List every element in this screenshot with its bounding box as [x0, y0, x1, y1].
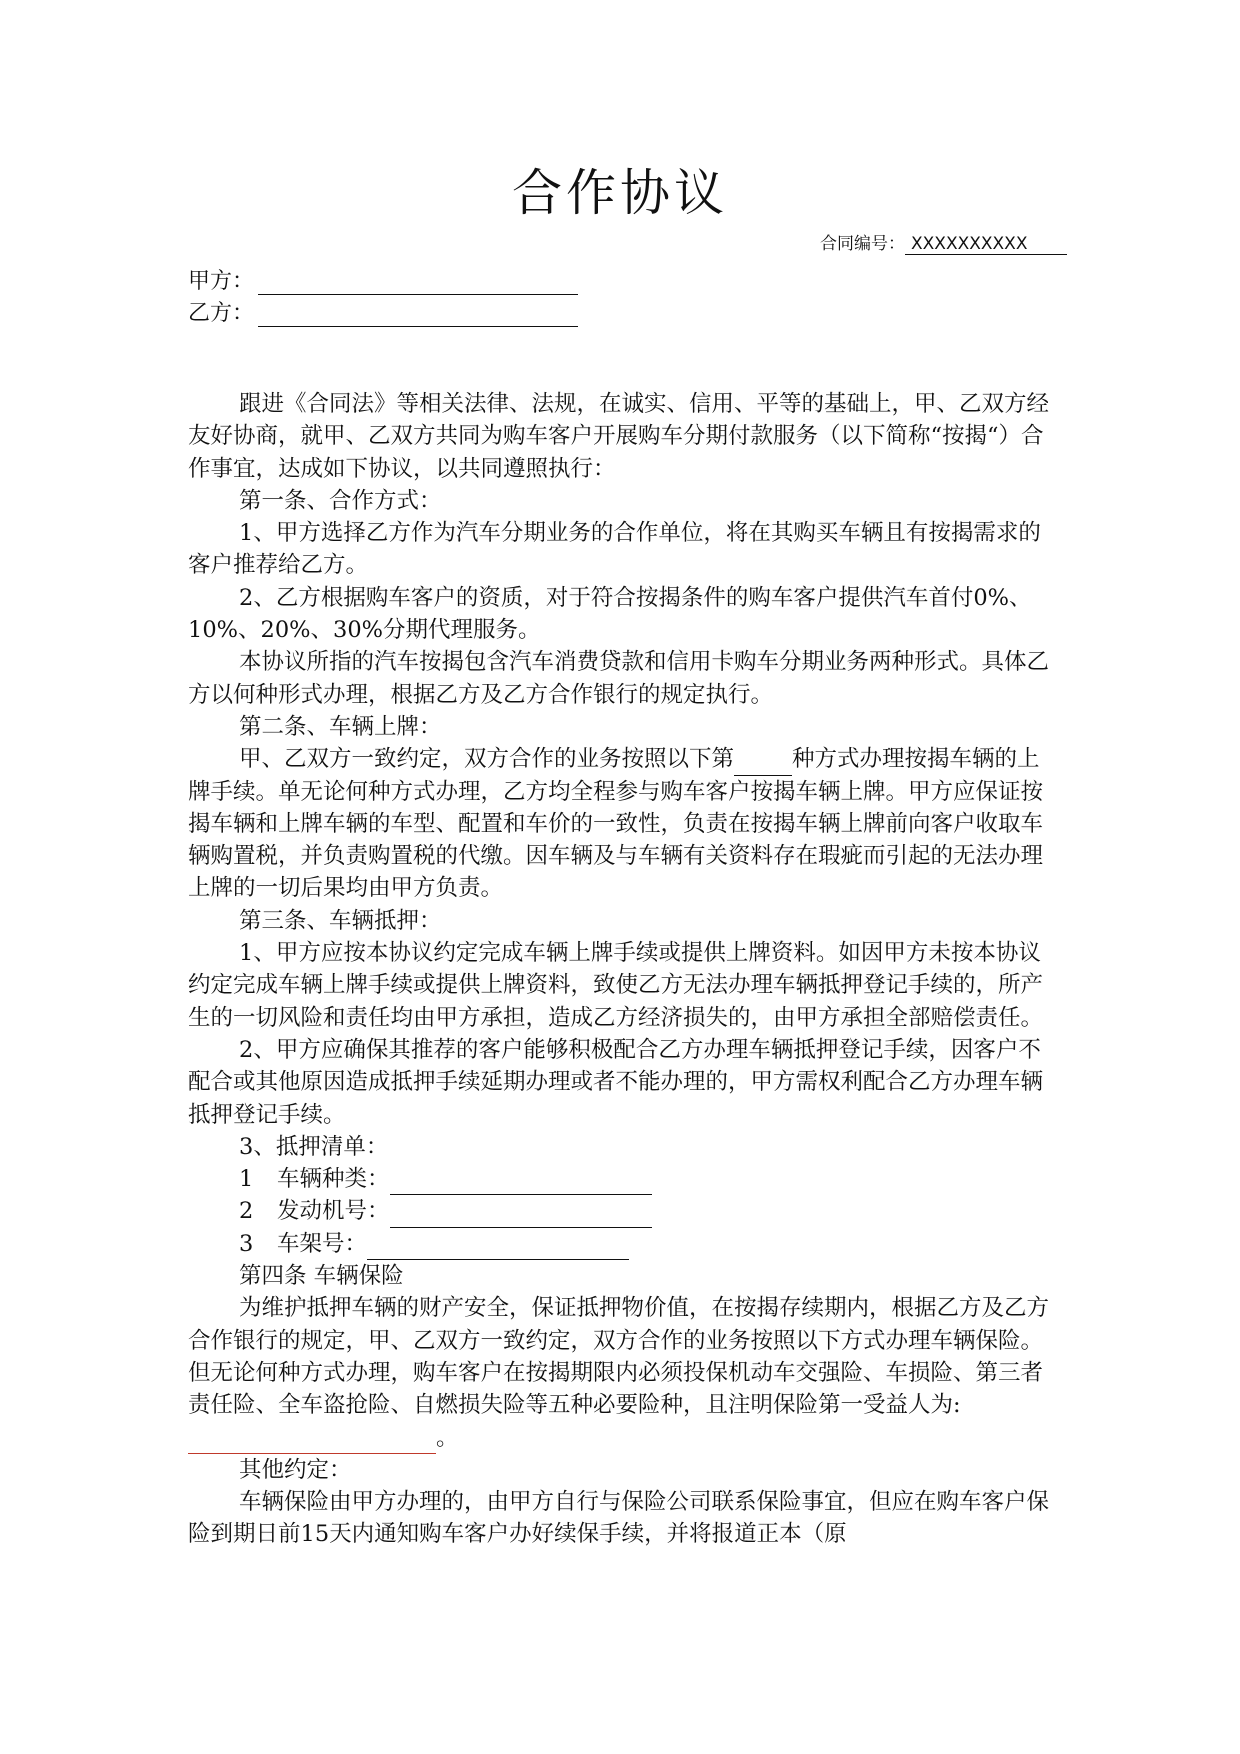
vehicle-type-blank[interactable] [390, 1170, 652, 1195]
mortgage-item-frame-number [188, 1228, 1060, 1260]
article-4-clause-1 [188, 1292, 1060, 1453]
article-4-text-a: 为维护抵押车辆的财产安全，保证抵押物价值，在按揭存续期内，根据乙方及乙方合作银行的规定，甲、乙双方一致约定，双方合作的业务按照以下方式办理车辆保险。但无论何种方式办理，购车客户在按揭期限内必须投保机动车交强险、车损险、第三者责任险、全车盗抢险、自燃损失险等五种必要险种，且注明保险第一受益人为: [188, 1295, 1050, 1419]
other-terms-title: 其他约定： [239, 1456, 352, 1483]
article-3-title: 第三条、车辆抵押： [239, 907, 442, 934]
document-title: 合作协议 [512, 164, 728, 222]
engine-number-blank[interactable] [390, 1203, 652, 1228]
contract-number-value: XXXXXXXXXX [905, 234, 1067, 255]
article-2-text-a: 甲、乙双方一致约定，双方合作的业务按照以下第 [239, 746, 735, 773]
contract-body [188, 388, 1060, 1551]
article-3-clause-2: 2、甲方应确保其推荐的客户能够积极配合乙方办理车辆抵押登记手续，因客户不配合或其他原因造成抵押手续延期办理或者不能办理的，甲方需权利配合乙方办理车辆抵押登记手续。 [188, 1036, 1044, 1128]
article-3-clause-1: 1、甲方应按本协议约定完成车辆上牌手续或提供上牌资料。如因甲方未按本协议约定完成车辆上牌手续或提供上牌资料，致使乙方无法办理车辆抵押登记手续的，所产生的一切风险和责任均由甲方承担，造成乙方经济损失的，由甲方承担全部赔偿责任。 [188, 940, 1044, 1031]
article-1-clause-3: 本协议所指的汽车按揭包含汽车消费贷款和信用卡购车分期业务两种形式。具体乙方以何种形式办理，根据乙方及乙方合作银行的规定执行。 [188, 649, 1050, 708]
party-a-blank[interactable] [258, 272, 578, 295]
article-4-text-b: 。 [436, 1424, 459, 1451]
contract-number-label: 合同编号： [820, 234, 905, 254]
article-2-title: 第二条、车辆上牌： [239, 713, 442, 740]
list-item-number: 3 [239, 1230, 254, 1257]
article-2-text-b: 种方式办理按揭车辆的上牌手续。单无论何种方式办理，乙方均全程参与购车客户按揭车辆上牌。甲方应保证按揭车辆和上牌车辆的车型、配置和车价的一致性，负责在按揭车辆上牌前向客户收取车辆购置税，并负责购置税的代缴。因车辆及与车辆有关资料存在瑕疵而引起的无法办理上牌的一切后果均由甲方负责。 [188, 746, 1044, 902]
party-a-row [188, 264, 578, 295]
mortgage-list-title: 3、抵押清单： [239, 1133, 389, 1160]
party-b-blank[interactable] [258, 304, 578, 327]
party-b-label: 乙方： [188, 301, 255, 326]
list-item-label: 发动机号： [277, 1198, 390, 1225]
list-item-label: 车辆种类： [277, 1166, 390, 1193]
party-b-row [188, 296, 578, 327]
article-1-title: 第一条、合作方式： [239, 487, 442, 514]
article-1-clause-1: 1、甲方选择乙方作为汽车分期业务的合作单位，将在其购买车辆且有按揭需求的客户推荐给乙方。 [188, 520, 1041, 579]
intro-paragraph: 跟进《合同法》等相关法律、法规，在诚实、信用、平等的基础上，甲、乙双方经友好协商，就甲、乙双方共同为购车客户开展购车分期付款服务（以下简称“按揭“）合作事宜，达成如下协议，以共同遵照执行： [188, 391, 1050, 482]
article-2-clause-1 [188, 743, 1060, 904]
article-1-clause-2: 2、乙方根据购车客户的资质，对于符合按揭条件的购车客户提供汽车首付0%、10%、20%、30%分期代理服务。 [188, 584, 1032, 644]
list-item-number: 1 [239, 1166, 254, 1193]
list-item-number: 2 [239, 1198, 254, 1225]
method-number-blank[interactable] [734, 753, 792, 776]
list-item-label: 车架号： [277, 1230, 368, 1257]
mortgage-item-vehicle-type [188, 1163, 1060, 1195]
mortgage-item-engine-number [188, 1195, 1060, 1227]
contract-number [820, 229, 1067, 255]
other-terms-clause-1: 车辆保险由甲方办理的，由甲方自行与保险公司联系保险事宜，但应在购车客户保险到期日前15天内通知购车客户办好续保手续，并将报道正本（原 [188, 1489, 1050, 1548]
frame-number-blank[interactable] [367, 1235, 629, 1260]
party-a-label: 甲方： [188, 269, 255, 294]
article-4-title: 第四条 车辆保险 [239, 1263, 404, 1290]
beneficiary-blank[interactable] [188, 1429, 436, 1454]
